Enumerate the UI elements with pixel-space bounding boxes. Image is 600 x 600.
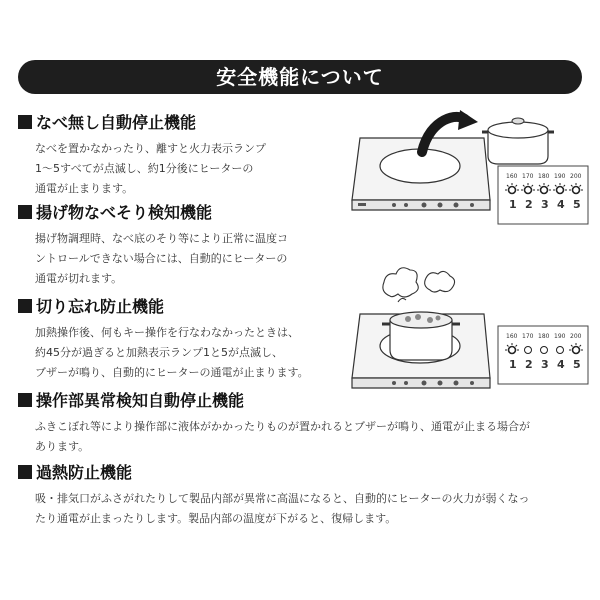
section-control-anomaly-stop (18, 388, 600, 457)
square-bullet-icon (18, 465, 32, 479)
section-overheat-protect (18, 460, 600, 529)
temp-label: 180 (538, 173, 550, 180)
page-title: 安全機能について (18, 60, 582, 94)
square-bullet-icon (18, 393, 32, 407)
lamp-off-icon (541, 347, 548, 354)
lamp-off-icon (525, 347, 532, 354)
temp-label: 200 (570, 173, 582, 180)
pot-icon (382, 312, 460, 360)
section-body: 揚げ物調理時、なべ底のそり等により正常に温度コ ントロールできない場合には、自動的にヒーターの 通電が切れます。 (35, 232, 288, 285)
temp-label: 160 (506, 333, 518, 340)
section-body: ふきこぼれ等により操作部に液体がかかったりものが置かれるとブザーが鳴り、通電が止まる場合が あります。 (35, 420, 530, 453)
temp-label: 180 (538, 333, 550, 340)
square-bullet-icon (18, 299, 32, 313)
section-body: 加熱操作後、何もキー操作を行なわなかったときは、 約45分が過ぎると加熱表示ランプ1と5が点滅し、 ブザーが鳴り、自動的にヒーターの通電が止まります。 (35, 326, 309, 379)
section-body: 吸・排気口がふさがれたりして製品内部が異常に高温になると、自動的にヒーターの火力が弱くなっ たり通電が止まったりします。製品内部の温度が下がると、復帰します。 (35, 492, 530, 525)
temp-label: 170 (522, 173, 534, 180)
cooktop-steaming-pot-illustration (342, 262, 590, 390)
lamp-blinking-icon (509, 187, 516, 194)
level-label: 4 (557, 358, 565, 371)
section-heading: 過熱防止機能 (36, 463, 133, 482)
lamp-blinking-icon (509, 347, 516, 354)
square-bullet-icon (18, 205, 32, 219)
cooktop-pot-removed-illustration (338, 108, 590, 230)
level-label: 4 (557, 198, 565, 211)
level-label: 2 (525, 198, 533, 211)
level-label: 2 (525, 358, 533, 371)
lamp-off-icon (557, 347, 564, 354)
square-bullet-icon (18, 115, 32, 129)
section-heading: 揚げ物なべそり検知機能 (36, 203, 213, 222)
section-heading: 操作部異常検知自動停止機能 (36, 391, 245, 410)
section-warped-pan-detect (18, 200, 288, 289)
temp-label: 190 (554, 173, 566, 180)
temp-label: 200 (570, 333, 582, 340)
lamp-blinking-icon (557, 187, 564, 194)
lamp-blinking-icon (573, 187, 580, 194)
section-no-pan-stop (18, 110, 266, 199)
level-label: 5 (573, 198, 581, 211)
section-auto-off (18, 294, 309, 383)
pot-icon (482, 118, 554, 164)
temp-label: 190 (554, 333, 566, 340)
level-label: 3 (541, 358, 549, 371)
temp-label: 170 (522, 333, 534, 340)
section-heading: なべ無し自動停止機能 (36, 113, 197, 132)
lamp-blinking-icon (525, 187, 532, 194)
steam-icon (383, 268, 455, 302)
section-body: なべを置かなかったり、離すと火力表示ランプ 1～5すべてが点滅し、約1分後にヒーターの 通電が止まります。 (35, 142, 266, 195)
section-heading: 切り忘れ防止機能 (36, 297, 165, 316)
level-label: 1 (509, 358, 517, 371)
lamp-blinking-icon (541, 187, 548, 194)
level-label: 3 (541, 198, 549, 211)
level-label: 1 (509, 198, 517, 211)
level-label: 5 (573, 358, 581, 371)
temp-label: 160 (506, 173, 518, 180)
lamp-blinking-icon (573, 347, 580, 354)
